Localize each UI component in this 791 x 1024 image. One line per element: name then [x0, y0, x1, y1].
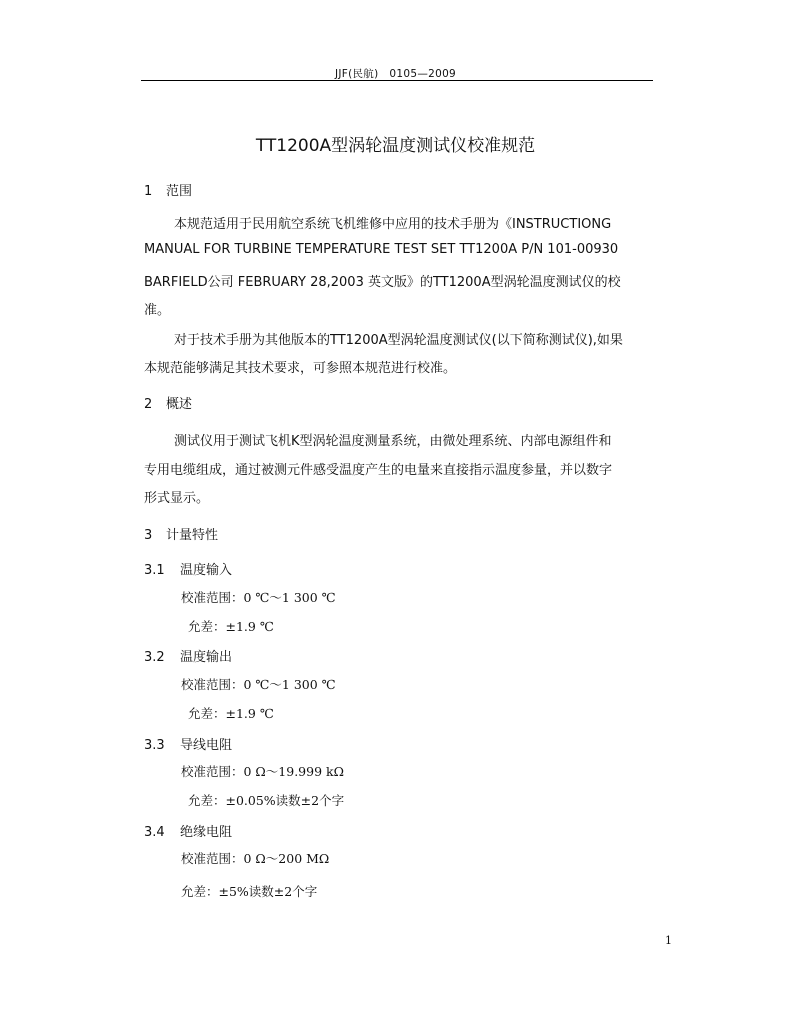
tolerance: 允差：±5%读数±2个字 — [181, 884, 318, 899]
section-1-heading — [144, 180, 192, 199]
subsection-title: 绝缘电阻 — [180, 825, 233, 840]
header-rule — [141, 80, 653, 81]
page-number: 1 — [665, 934, 672, 947]
subsection-heading — [144, 734, 232, 753]
subsection-title: 温度输出 — [180, 650, 233, 665]
paragraph-line: 本规范能够满足其技术要求，可参照本规范进行校准。 — [144, 361, 457, 376]
paragraph-line: MANUAL FOR TURBINE TEMPERATURE TEST SET TT1200A P/N 101-00930 — [144, 242, 619, 257]
section-number: 2 — [144, 397, 153, 412]
paragraph-line: 对于技术手册为其他版本的TT1200A型涡轮温度测试仪(以下简称测试仪),如果 — [174, 333, 623, 348]
paragraph-line: 准。 — [144, 303, 171, 318]
section-number: 3 — [144, 528, 153, 543]
calibration-range: 校准范围：0 ℃～1 300 ℃ — [181, 590, 336, 605]
paragraph-line: 本规范适用于民用航空系统飞机维修中应用的技术手册为《INSTRUCTIONG — [174, 217, 612, 232]
tolerance: 允差：±1.9 ℃ — [188, 706, 274, 721]
tolerance: 允差：±0.05%读数±2个字 — [188, 793, 345, 808]
subsection-number: 3.2 — [144, 650, 165, 665]
paragraph-line: BARFIELD公司 FEBRUARY 28,2003 英文版》的TT1200A型涡轮温度测试仪的校 — [144, 275, 621, 290]
section-title: 范围 — [166, 184, 193, 199]
calibration-range: 校准范围：0 Ω～200 MΩ — [181, 851, 330, 866]
section-title: 概述 — [166, 397, 193, 412]
section-2-heading — [144, 393, 192, 412]
tolerance: 允差：±1.9 ℃ — [188, 619, 274, 634]
page-header: JJF(民航) 0105—2009 — [334, 68, 457, 80]
subsection-heading — [144, 559, 232, 578]
document-title: TT1200A型涡轮温度测试仪校准规范 — [255, 136, 536, 156]
subsection-heading — [144, 821, 232, 840]
subsection-title: 温度输入 — [180, 563, 233, 578]
subsection-number: 3.3 — [144, 738, 165, 753]
subsection-title: 导线电阻 — [180, 738, 233, 753]
subsection-number: 3.1 — [144, 563, 165, 578]
paragraph-line: 专用电缆组成，通过被测元件感受温度产生的电量来直接指示温度参量，并以数字 — [144, 463, 613, 478]
section-title: 计量特性 — [166, 528, 219, 543]
paragraph-line: 测试仪用于测试飞机K型涡轮温度测量系统，由微处理系统、内部电源组件和 — [174, 434, 612, 449]
section-3-heading — [144, 524, 218, 543]
calibration-range: 校准范围：0 Ω～19.999 kΩ — [181, 764, 344, 779]
paragraph-line: 形式显示。 — [144, 491, 210, 506]
subsection-number: 3.4 — [144, 825, 165, 840]
subsection-heading — [144, 646, 232, 665]
calibration-range: 校准范围：0 ℃～1 300 ℃ — [181, 677, 336, 692]
section-number: 1 — [144, 184, 153, 199]
